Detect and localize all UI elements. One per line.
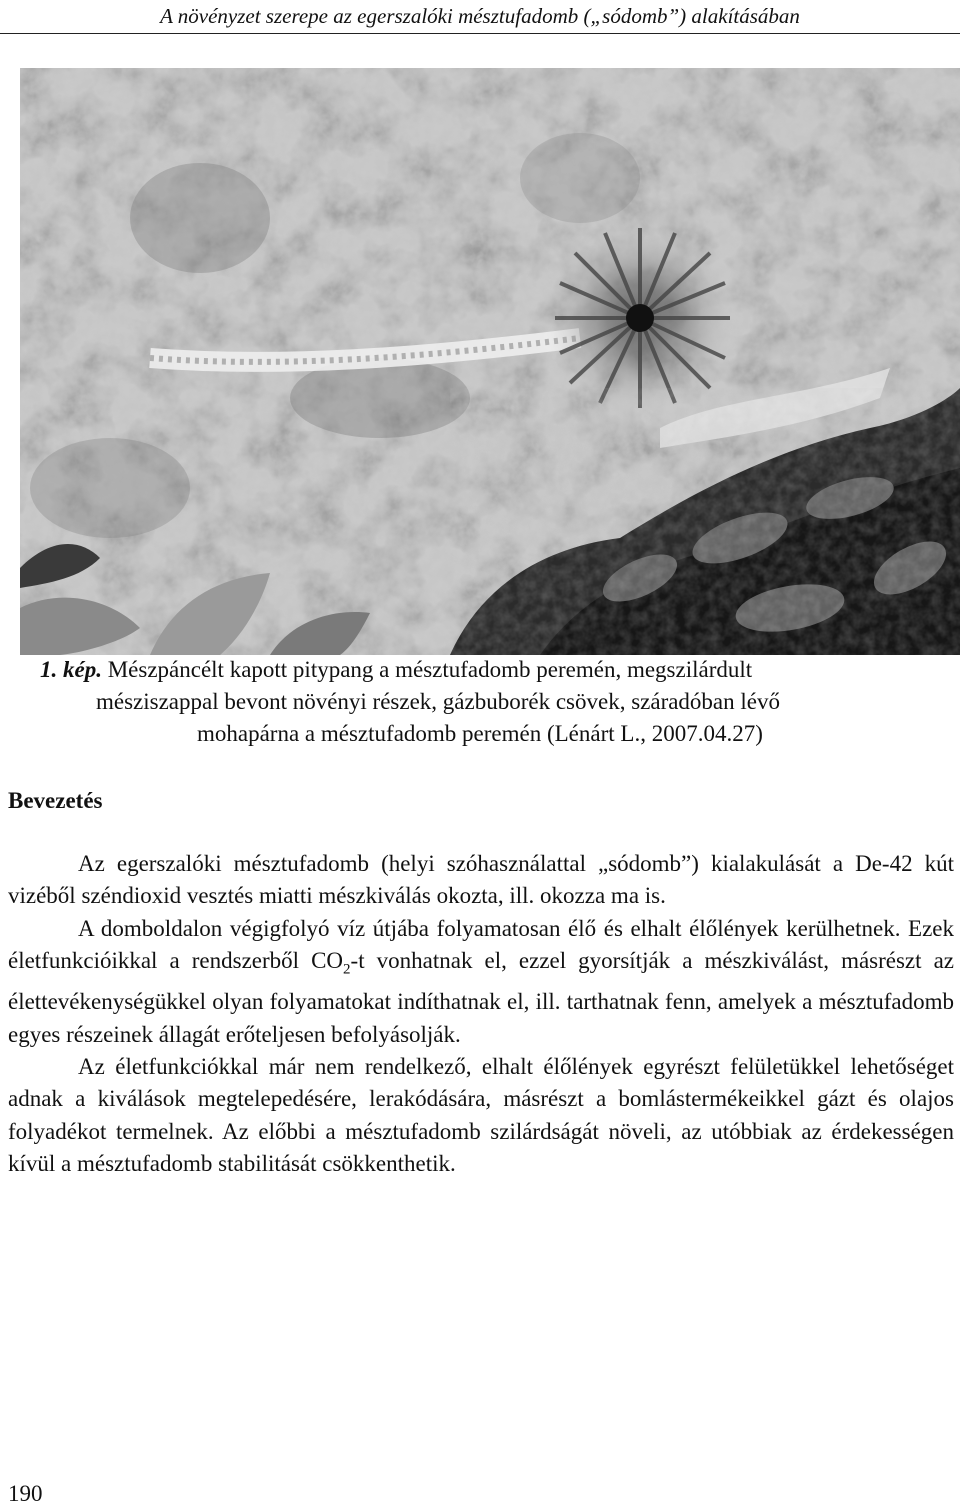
running-header: A növényzet szerepe az egerszalóki mésztufadomb („sódomb”) alakításában bbox=[160, 4, 800, 28]
caption-line-2: mésziszappal bevont növényi részek, gázbuborék csövek, száradóban lévő bbox=[96, 689, 780, 714]
figure-caption bbox=[40, 654, 940, 750]
caption-text-1: Mészpáncélt kapott pitypang a mésztufadomb peremén, megszilárdult bbox=[107, 657, 753, 682]
caption-label: 1. kép. bbox=[40, 657, 102, 682]
caption-line-1 bbox=[40, 654, 940, 686]
header-rule bbox=[0, 33, 960, 34]
paragraph-2 bbox=[8, 913, 954, 1051]
section-heading: Bevezetés bbox=[8, 788, 103, 813]
page-number: 190 bbox=[8, 1481, 43, 1506]
paragraph-1: Az egerszalóki mésztufadomb (helyi szóhasználattal „sódomb”) kialakulását a De-42 kút vizéből széndioxid vesztés miatti mészkiválás okozta, ill. okozza ma is. bbox=[8, 851, 954, 909]
paragraph-3: Az életfunkciókkal már nem rendelkező, elhalt élőlények egyrészt felületükkel lehetőséget adnak a kiválások megtelepedésére, lerakódására, másrészt a bomlástermékeikkel gázt és olajos folyadékot termelnek. Az előbbi a mésztufadomb szilárdságát növeli, az utóbbiak az érdekességen kívül a mésztufadomb stabilitását csökkenthetik. bbox=[8, 1054, 954, 1177]
co2-subscript: 2 bbox=[343, 961, 351, 978]
caption-line-3: mohapárna a mésztufadomb peremén (Lénárt L., 2007.04.27) bbox=[197, 721, 763, 746]
body-text bbox=[8, 848, 954, 1181]
photo-image bbox=[20, 68, 960, 655]
paragraph-2-part-2: -t vonhatnak el, ezzel gyorsítják a mészkiválást, másrészt az élettevékenységükkel olyan folyamatokat indíthatnak el, ill. tarthatnak fenn, amelyek a mésztufadomb egyes részeinek állagát erőteljesen befolyásolják. bbox=[8, 948, 955, 1047]
figure-photo bbox=[20, 68, 960, 655]
paragraph-2-part-1: A domboldalon végigfolyó víz útjába folyamatosan élő és elhalt élőlények kerülhetnek. Ezek életfunkcióikkal a rendszerből CO bbox=[8, 915, 954, 974]
